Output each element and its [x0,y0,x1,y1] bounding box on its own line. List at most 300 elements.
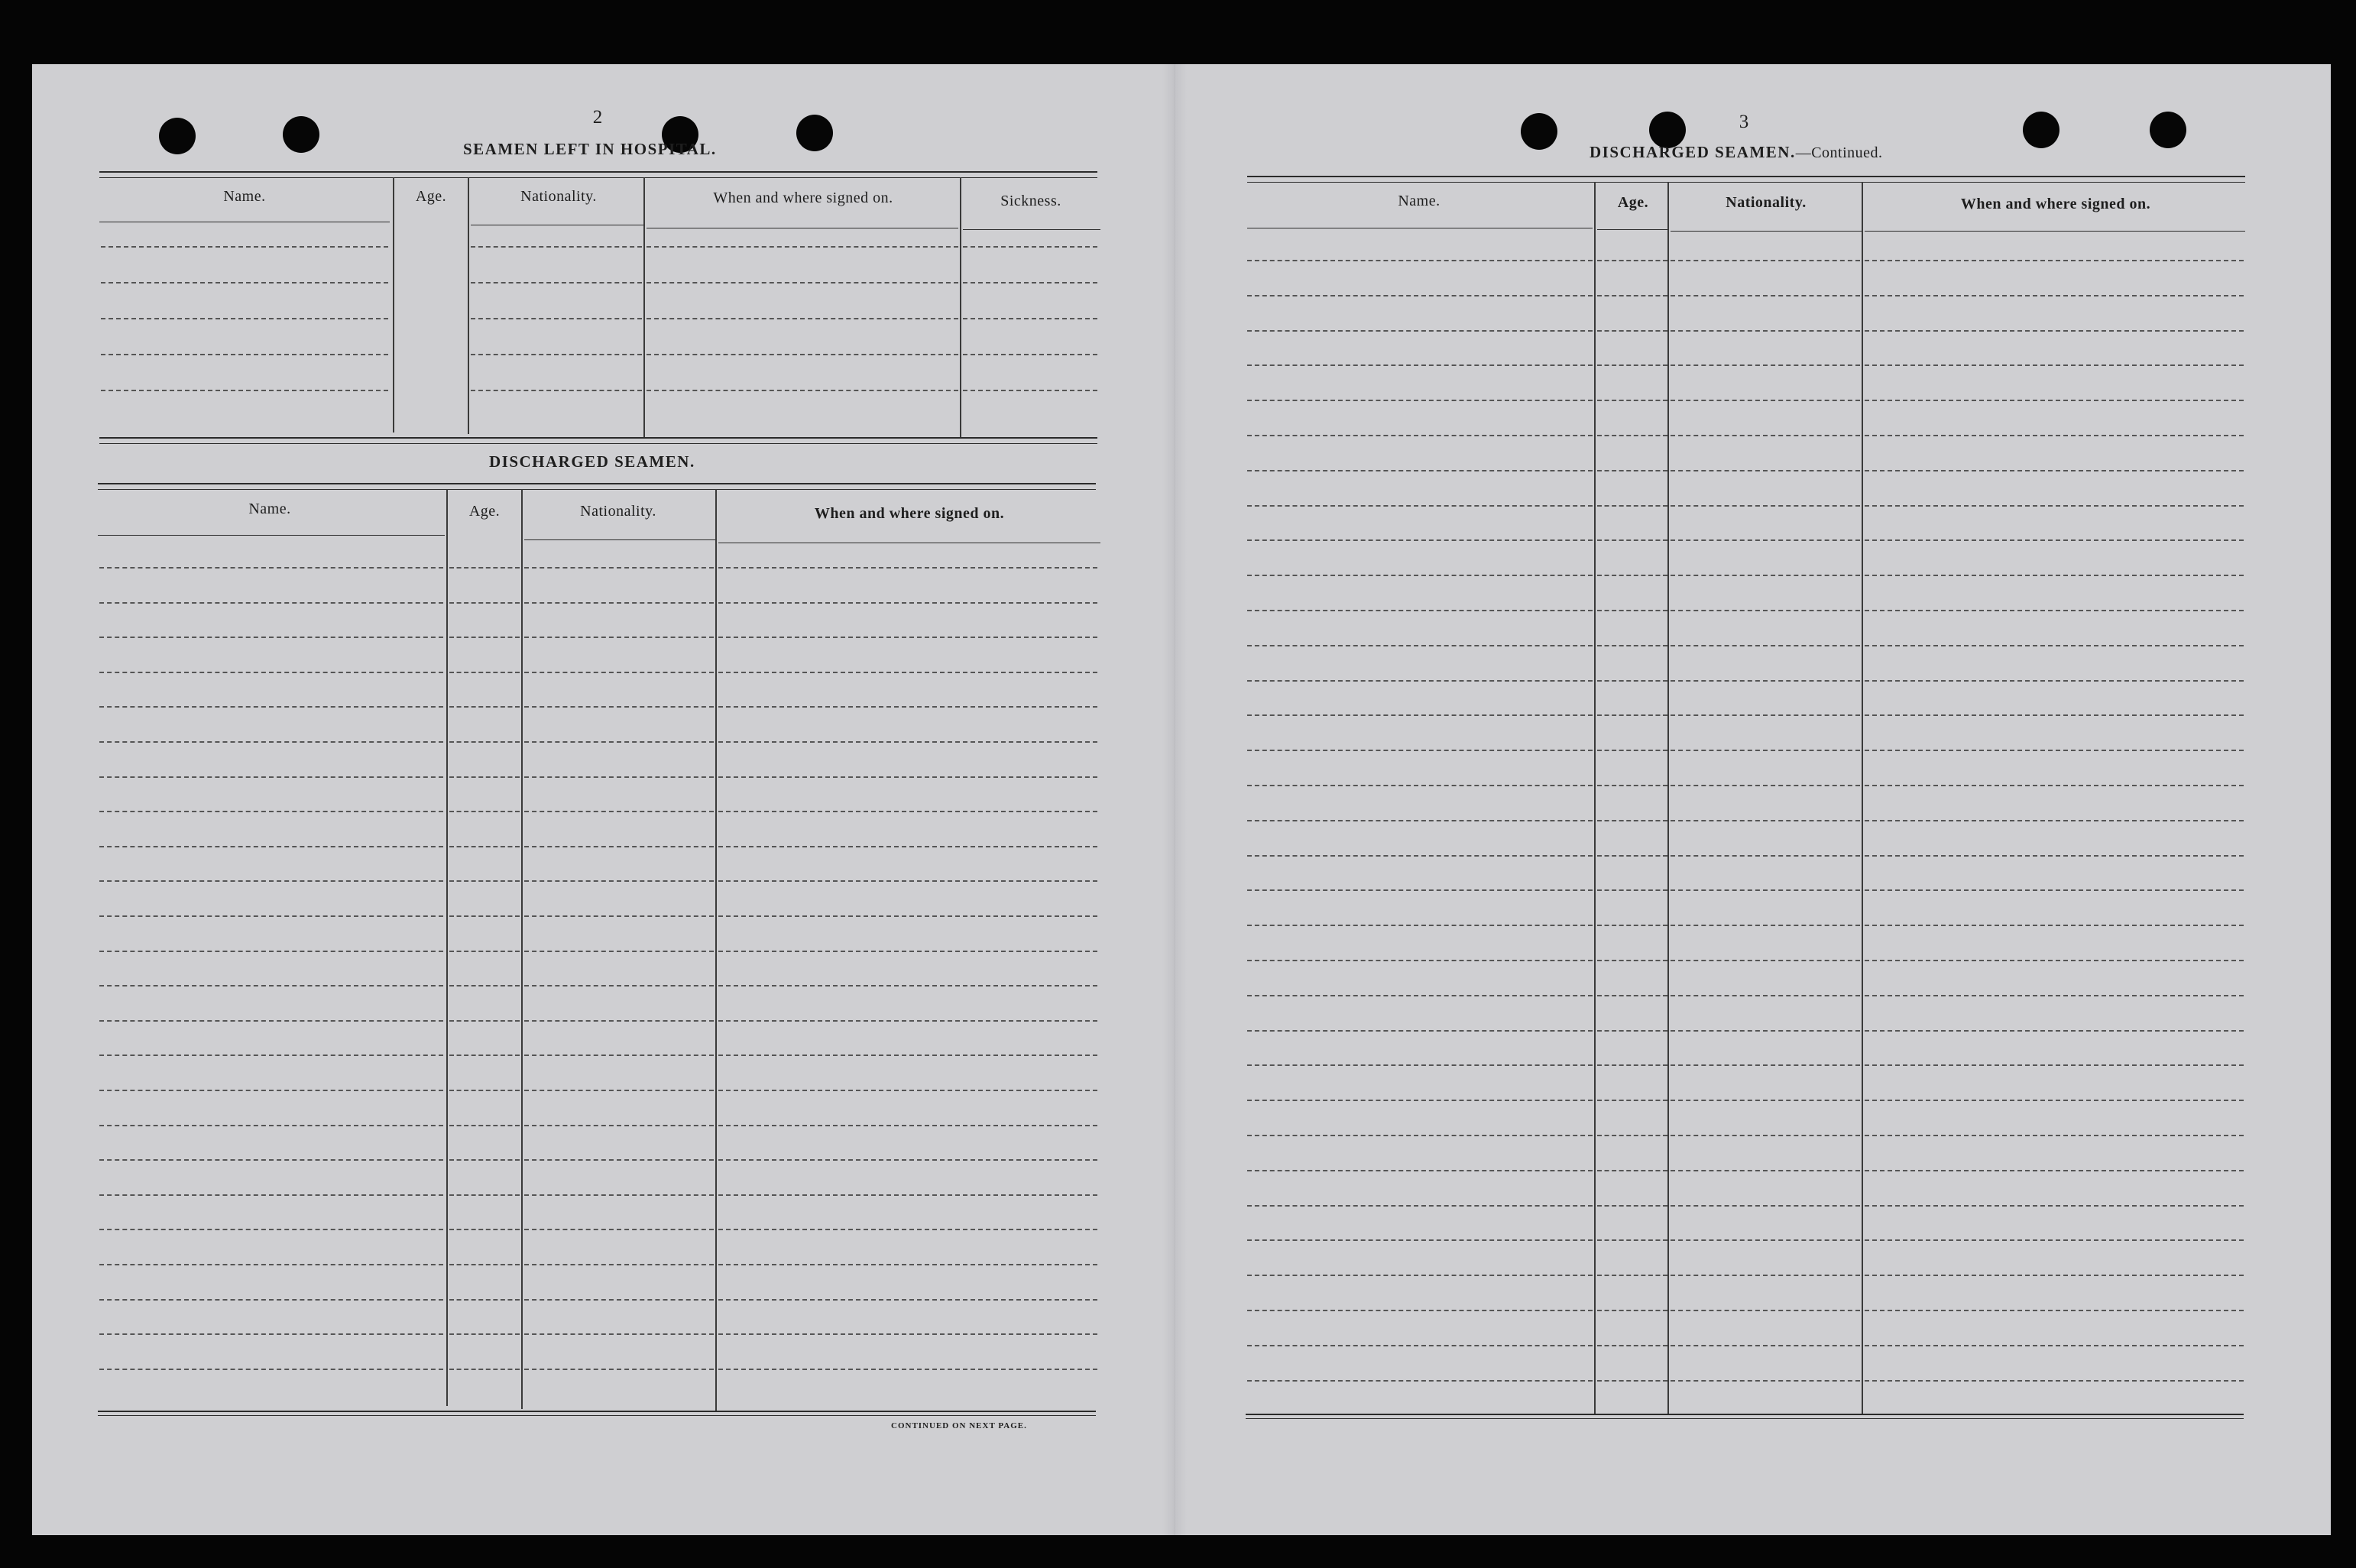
ruled-line [1671,750,1860,751]
table-top-rule [98,483,1096,484]
ruled-line [1597,1030,1667,1032]
ruled-line [1865,539,2244,541]
ruled-line [1671,435,1860,436]
ruled-line [1671,1030,1860,1032]
ruled-line [1865,1030,2244,1032]
ruled-line [1247,295,1593,296]
ruled-line [524,1299,714,1301]
ruled-line [449,1194,520,1196]
ruled-line [471,318,642,319]
ruled-line [449,811,520,812]
ruled-line [524,1125,714,1126]
ruled-line [1671,610,1860,611]
ruled-line [1671,925,1860,926]
ruled-line [647,354,958,355]
ruled-line [99,1299,443,1301]
ruled-line [718,602,1097,604]
ruled-line [1865,470,2244,471]
ruled-line [1671,995,1860,996]
ruled-line [1597,889,1667,891]
ruled-line [1865,575,2244,576]
ruled-line [1597,260,1667,261]
page-number: 3 [1739,112,1749,132]
ruled-line [524,1055,714,1056]
ruled-line [1865,1310,2244,1311]
ruled-line [524,1229,714,1230]
ruled-line [524,706,714,708]
ruled-line [1597,1310,1667,1311]
column-divider [521,489,523,1409]
ruled-line [1597,575,1667,576]
binder-hole [796,115,833,151]
ruled-line [1597,1170,1667,1171]
ruled-line [718,985,1097,986]
ruled-line [1671,330,1860,332]
ruled-line [718,1229,1097,1230]
ruled-line [1865,750,2244,751]
ruled-line [1247,1100,1593,1101]
ruled-line [1597,645,1667,646]
ruled-line [1865,1135,2244,1136]
ruled-line [1597,610,1667,611]
ruled-line [449,1229,520,1230]
ruled-line [99,602,443,604]
ruled-line [1671,1380,1860,1382]
ruled-line [524,741,714,743]
ruled-line [1865,295,2244,296]
ruled-line [1247,714,1593,716]
ruled-line [1671,855,1860,857]
ruled-line [1671,1345,1860,1346]
ruled-line [718,951,1097,952]
binder-hole [159,118,196,154]
column-header-age: Age. [1617,194,1649,211]
ruled-line [524,1090,714,1091]
ruled-line [471,354,642,355]
ruled-line [449,846,520,847]
ruled-line [718,811,1097,812]
ruled-line [1671,1205,1860,1207]
ruled-line [1671,645,1860,646]
ruled-line [1597,330,1667,332]
ruled-line [449,1333,520,1335]
ruled-line [647,282,958,283]
ruled-line [718,567,1097,569]
ruled-line [1597,995,1667,996]
ruled-line [1247,1380,1593,1382]
ruled-line [524,951,714,952]
ruled-line [718,706,1097,708]
ruled-line [1865,820,2244,821]
ruled-line [1865,1380,2244,1382]
ruled-line [1671,785,1860,786]
ruled-line [1671,1239,1860,1241]
column-divider [1594,182,1596,1414]
ruled-line [647,318,958,319]
ruled-line [1671,260,1860,261]
ruled-line [1865,680,2244,682]
ruled-line [524,880,714,882]
hospital-section-title: SEAMEN LEFT IN HOSPITAL. [463,140,717,158]
column-header-name: Name. [248,501,291,517]
ruled-line [718,1055,1097,1056]
header-underline [98,535,445,536]
ruled-line [524,672,714,673]
ruled-line [1865,645,2244,646]
column-header-nationality: Nationality. [520,188,597,205]
table-top-rule [98,489,1096,490]
ruled-line [1671,400,1860,401]
ruled-line [1247,960,1593,961]
ruled-line [524,1264,714,1265]
ruled-line [524,985,714,986]
table-top-rule [1247,182,2245,183]
ruled-line [524,1333,714,1335]
left-page [32,64,1175,1535]
ruled-line [1865,505,2244,507]
ruled-line [524,776,714,778]
ruled-line [99,1055,443,1056]
ruled-line [1247,1135,1593,1136]
ruled-line [471,390,642,391]
ruled-line [1865,1345,2244,1346]
ruled-line [1865,925,2244,926]
ruled-line [1597,1275,1667,1276]
ruled-line [1247,364,1593,366]
ruled-line [1247,575,1593,576]
ruled-line [718,846,1097,847]
ruled-line [1671,1275,1860,1276]
ruled-line [449,602,520,604]
ruled-line [471,246,642,248]
ruled-line [524,846,714,847]
ruled-line [1597,1205,1667,1207]
binder-hole [2150,112,2186,148]
ruled-line [524,811,714,812]
ruled-line [99,567,443,569]
ruled-line [1865,1100,2244,1101]
ruled-line [101,390,388,391]
column-header-sickness: Sickness. [1000,193,1061,209]
ruled-line [1247,820,1593,821]
page-number: 2 [592,107,603,128]
ruled-line [1671,960,1860,961]
ruled-line [524,1159,714,1161]
ruled-line [963,318,1097,319]
ruled-line [1247,680,1593,682]
ruled-line [99,1229,443,1230]
ruled-line [1247,1064,1593,1066]
ruled-line [524,602,714,604]
ruled-line [718,1194,1097,1196]
ruled-line [449,985,520,986]
ruled-line [718,1020,1097,1022]
ruled-line [1865,1064,2244,1066]
column-divider [715,489,717,1411]
ruled-line [963,246,1097,248]
column-header-signed-on: When and where signed on. [713,190,893,206]
ruled-line [963,390,1097,391]
ruled-line [1247,610,1593,611]
ruled-line [449,706,520,708]
ruled-line [718,1125,1097,1126]
ruled-line [99,706,443,708]
ruled-line [1247,1275,1593,1276]
discharged-section-title: DISCHARGED SEAMEN. [489,452,695,471]
ruled-line [718,1299,1097,1301]
ruled-line [1597,960,1667,961]
ruled-line [524,1194,714,1196]
ruled-line [449,1055,520,1056]
ruled-line [1671,470,1860,471]
table-bottom-rule [1246,1414,2244,1415]
ruled-line [524,567,714,569]
ruled-line [99,1125,443,1126]
ruled-line [449,951,520,952]
ruled-line [524,637,714,638]
ruled-line [1865,260,2244,261]
ruled-line [1247,855,1593,857]
ruled-line [1247,785,1593,786]
ruled-line [1597,400,1667,401]
ruled-line [99,1159,443,1161]
ruled-line [1865,1170,2244,1171]
ruled-line [1597,505,1667,507]
ruled-line [449,567,520,569]
ruled-line [449,880,520,882]
column-divider [960,177,961,437]
ruled-line [1865,1205,2244,1207]
ruled-line [1247,435,1593,436]
table-top-rule [1247,176,2245,177]
ruled-line [449,776,520,778]
ruled-line [99,776,443,778]
ruled-line [99,985,443,986]
ruled-line [1865,960,2244,961]
table-bottom-rule [98,1411,1096,1412]
ruled-line [1247,539,1593,541]
ruled-line [101,318,388,319]
ruled-line [1865,1239,2244,1241]
ruled-line [1865,1275,2244,1276]
ruled-line [449,1125,520,1126]
ruled-line [1671,575,1860,576]
ruled-line [449,915,520,917]
ruled-line [1247,995,1593,996]
header-underline [1865,231,2245,232]
column-header-age: Age. [415,188,447,205]
ruled-line [1597,435,1667,436]
column-divider [446,489,448,1406]
ruled-line [99,1090,443,1091]
ruled-line [1671,1310,1860,1311]
ruled-line [1247,889,1593,891]
ruled-line [1597,295,1667,296]
header-underline [1671,231,1862,232]
ruled-line [1865,889,2244,891]
ruled-line [1671,889,1860,891]
ruled-line [1597,1239,1667,1241]
column-header-name: Name. [223,188,266,205]
ruled-line [1671,1100,1860,1101]
ruled-line [99,880,443,882]
ruled-line [1247,505,1593,507]
ruled-line [1247,1030,1593,1032]
ruled-line [1597,1100,1667,1101]
ruled-line [449,1264,520,1265]
ruled-line [1865,610,2244,611]
ruled-line [449,1369,520,1370]
column-divider [1667,182,1669,1414]
ruled-line [449,741,520,743]
ruled-line [1597,470,1667,471]
ruled-line [99,741,443,743]
ruled-line [449,1159,520,1161]
ruled-line [1671,1135,1860,1136]
ruled-line [99,811,443,812]
ruled-line [1247,1170,1593,1171]
page-gutter [1162,64,1187,1535]
ruled-line [1597,820,1667,821]
ruled-line [963,282,1097,283]
ruled-line [1597,750,1667,751]
ruled-line [471,282,642,283]
ruled-line [99,951,443,952]
ruled-line [1597,855,1667,857]
ruled-line [1247,330,1593,332]
column-header-signed-on: When and where signed on. [814,505,1005,522]
table-bottom-rule [98,1415,1096,1416]
ruled-line [449,1299,520,1301]
title-main: DISCHARGED SEAMEN. [1590,143,1796,161]
ruled-line [1597,1135,1667,1136]
ruled-line [718,880,1097,882]
ruled-line [449,672,520,673]
ruled-line [99,1264,443,1265]
ruled-line [99,1020,443,1022]
column-header-nationality: Nationality. [1726,194,1807,211]
ruled-line [1671,714,1860,716]
ruled-line [718,1090,1097,1091]
right-page [1175,64,2331,1535]
ruled-line [1247,260,1593,261]
ruled-line [1597,1345,1667,1346]
ruled-line [718,1369,1097,1370]
ruled-line [1247,645,1593,646]
header-underline [524,539,715,540]
ruled-line [99,1369,443,1370]
ruled-line [1671,1170,1860,1171]
ruled-line [101,282,388,283]
binder-hole [283,116,319,153]
ruled-line [101,354,388,355]
ruled-line [1247,400,1593,401]
ruled-line [524,915,714,917]
ruled-line [1597,539,1667,541]
ruled-line [101,246,388,248]
column-header-signed-on: When and where signed on. [1960,196,2151,212]
ruled-line [99,637,443,638]
ruled-line [1865,714,2244,716]
ruled-line [1247,1205,1593,1207]
ruled-line [99,1194,443,1196]
section-divider-rule [99,437,1097,439]
ruled-line [718,1333,1097,1335]
ruled-line [963,354,1097,355]
ruled-line [1247,1345,1593,1346]
column-divider [643,177,645,437]
ruled-line [1671,505,1860,507]
section-divider-rule [99,443,1097,444]
ruled-line [1865,995,2244,996]
column-header-age: Age. [468,503,501,520]
ruled-line [1597,785,1667,786]
column-divider [1862,182,1863,1414]
continued-footer: CONTINUED ON NEXT PAGE. [891,1421,1027,1430]
ruled-line [99,846,443,847]
binder-hole [1521,113,1557,150]
header-underline [1597,229,1667,230]
ruled-line [1671,364,1860,366]
ruled-line [99,915,443,917]
ruled-line [1865,785,2244,786]
column-divider [393,177,394,432]
ruled-line [647,246,958,248]
header-underline [963,229,1100,230]
ruled-line [524,1369,714,1370]
ruled-line [1597,680,1667,682]
ruled-line [647,390,958,391]
ruled-line [1597,364,1667,366]
ruled-line [99,1333,443,1335]
ruled-line [1671,680,1860,682]
ruled-line [1247,1310,1593,1311]
binder-hole [2023,112,2059,148]
ruled-line [1247,1239,1593,1241]
ruled-line [99,672,443,673]
ruled-line [1247,750,1593,751]
table-bottom-rule [1246,1418,2244,1419]
ruled-line [718,1159,1097,1161]
ruled-line [449,637,520,638]
ruled-line [1247,925,1593,926]
discharged-continued-title [1590,143,1883,162]
ruled-line [1865,435,2244,436]
ruled-line [718,915,1097,917]
table-top-rule [99,171,1097,173]
ruled-line [718,776,1097,778]
table-top-rule [99,177,1097,178]
ruled-line [1865,330,2244,332]
ruled-line [1247,470,1593,471]
ruled-line [718,672,1097,673]
ruled-line [1671,1064,1860,1066]
ruled-line [718,637,1097,638]
column-divider [468,177,469,434]
ruled-line [1865,364,2244,366]
ruled-line [1597,714,1667,716]
ruled-line [718,741,1097,743]
ruled-line [1865,855,2244,857]
ruled-line [1597,1380,1667,1382]
ruled-line [449,1090,520,1091]
ruled-line [1865,400,2244,401]
ruled-line [1597,925,1667,926]
column-header-nationality: Nationality. [580,503,656,520]
ruled-line [449,1020,520,1022]
ruled-line [1671,539,1860,541]
column-header-name: Name. [1398,193,1440,209]
